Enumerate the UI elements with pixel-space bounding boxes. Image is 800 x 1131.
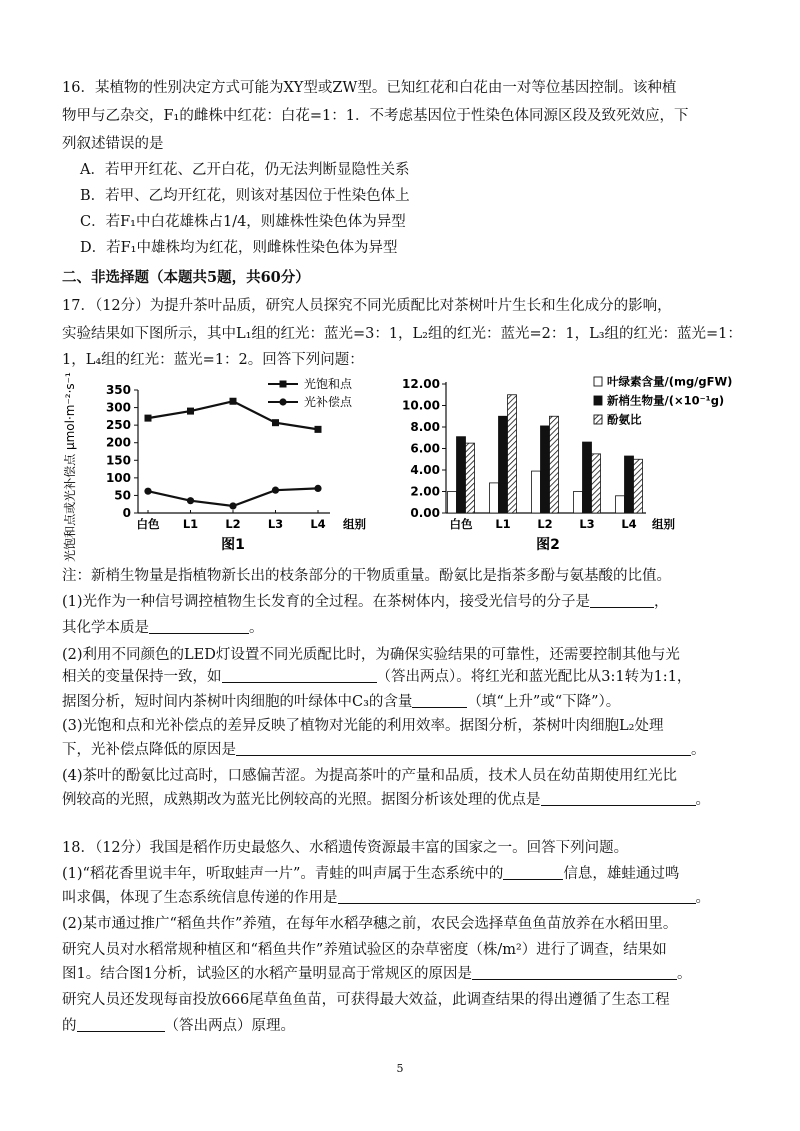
fig1-x-tick-label: L1: [182, 517, 199, 531]
fig2-bar: [457, 437, 466, 513]
section-title: 二、非选择题（本题共5题，共60分）: [62, 269, 310, 286]
q16-option-d: D．若F₁中雄株均为红花，则雌株性染色体为异型: [80, 240, 398, 256]
fig1-point: [314, 485, 321, 492]
fig2-x-tick-label: L1: [495, 517, 511, 531]
fig2-bar: [583, 442, 592, 513]
fig2-y-tick-label: 0.00: [410, 506, 440, 520]
fig1-legend-marker: [280, 381, 287, 388]
page-number: 5: [396, 1062, 404, 1075]
fig1-point: [272, 487, 279, 494]
fig1-y-tick-label: 350: [105, 383, 131, 397]
fig1-legend-label: 光补偿点: [304, 395, 353, 409]
fig2-legend-swatch: [594, 377, 602, 386]
fig1-point: [230, 398, 237, 405]
q18-part2-line3: 图1。结合图1分析，试验区的水稻产量明显高于常规区的原因是 。: [62, 966, 692, 982]
fig1-y-axis-title: 光饱和点或光补偿点 μmol·m⁻²·s⁻¹: [63, 372, 77, 562]
fig2-bar: [550, 416, 559, 513]
fig1-title: 图1: [221, 537, 245, 553]
q16-option-b: B．若甲、乙均开红花，则该对基因位于性染色体上: [80, 188, 410, 204]
fig1-x-tick-label: L3: [267, 517, 284, 531]
fig2-bar: [499, 416, 508, 513]
answer-blank[interactable]: [590, 593, 654, 608]
fig2-bar: [508, 395, 517, 513]
q17-stem-line2: 实验结果如下图所示，其中L₁组的红光：蓝光=3：1，L₂组的红光：蓝光=2：1，L₃组的红光：蓝光=1：: [62, 326, 742, 342]
fig2-bar: [592, 454, 601, 513]
figure2-bar-chart: [398, 372, 743, 562]
answer-blank[interactable]: [338, 889, 696, 904]
q18-part1-line1: (1)“稻花香里说丰年，听取蛙声一片”。青蛙的叫声属于生态系统中的 信息，雄蛙通过鸣: [62, 866, 680, 882]
fig2-legend-label: 新梢生物量/(×10⁻¹g): [607, 393, 725, 408]
q17-part2-line3: 据图分析，短时间内茶树叶肉细胞的叶绿体中C₃的含量 （填“上升”或“下降”）。: [62, 694, 621, 710]
q17-stem-line3: 1，L₄组的红光：蓝光=1：2。回答下列问题：: [62, 352, 364, 368]
fig2-y-tick-label: 2.00: [410, 484, 440, 499]
q18-part2-line1: (2)某市通过推广“稻鱼共作”养殖，在每年水稻孕穗之前，农民会选择草鱼鱼苗放养在水稻田里。: [62, 916, 678, 932]
fig2-legend-label: 酚氨比: [607, 412, 642, 427]
q17-part3-line2: 下，光补偿点降低的原因是 。: [62, 742, 706, 758]
fig2-y-tick-label: 12.00: [402, 377, 440, 391]
fig2-legend-label: 叶绿素含量/(mg/gFW): [607, 374, 733, 389]
q17-part3-line1: (3)光饱和点和光补偿点的差异反映了植物对光能的利用效率。据图分析，茶树叶肉细胞L₂处理: [62, 718, 664, 734]
answer-blank[interactable]: [472, 965, 677, 980]
figure1-line-chart: [60, 372, 395, 562]
fig1-y-tick-label: 300: [105, 400, 131, 415]
fig1-point: [229, 502, 236, 509]
fig2-y-tick-label: 6.00: [410, 441, 440, 456]
fig1-y-tick-label: 150: [105, 453, 131, 468]
answer-blank[interactable]: [77, 1017, 165, 1032]
fig2-bar: [448, 492, 457, 514]
fig1-series-line: [148, 401, 318, 429]
q16-stem-line2: 物甲与乙杂交，F₁的雌株中红花：白花=1：1．不考虑基因位于性染色体同源区段及致死效应，下: [62, 108, 689, 124]
fig1-y-tick-label: 250: [105, 418, 131, 433]
q18-part1-line2: 叫求偶，体现了生态系统信息传递的作用是 。: [62, 890, 710, 906]
fig2-bar: [634, 459, 643, 513]
answer-blank[interactable]: [222, 668, 377, 683]
fig1-point: [144, 488, 151, 495]
fig2-bar: [490, 483, 499, 513]
q18-part2-line2: 研究人员对水稻常规种植区和“稻鱼共作”养殖试验区的杂草密度（株/m²）进行了调查，结果如: [62, 942, 667, 958]
fig2-bar: [574, 492, 583, 514]
q17-part4-line1: (4)茶叶的酚氨比过高时，口感偏苦涩。为提高茶叶的产量和品质，技术人员在幼苗期使用红光比: [62, 768, 678, 784]
q18-part2-line5: 的 （答出两点）原理。: [62, 1018, 295, 1034]
q16-stem-line1: 16．某植物的性别决定方式可能为XY型或ZW型。已知红花和白花由一对等位基因控制。该种植: [62, 80, 677, 96]
fig1-point: [187, 408, 194, 415]
fig2-y-tick-label: 8.00: [410, 420, 440, 434]
fig1-y-tick-label: 100: [105, 470, 131, 485]
fig2-bar: [466, 443, 475, 513]
answer-blank[interactable]: [149, 619, 249, 634]
answer-blank[interactable]: [503, 865, 563, 880]
q17-part2-line1: (2)利用不同颜色的LED灯设置不同光质配比时，为确保实验结果的可靠性，还需要控制其他与光: [62, 647, 680, 663]
fig2-bar: [616, 496, 625, 513]
fig1-point: [187, 497, 194, 504]
fig2-x-tick-label: L3: [579, 517, 595, 531]
fig2-x-tick-label: L2: [537, 517, 553, 531]
answer-blank[interactable]: [412, 693, 467, 708]
fig2-y-tick-label: 10.00: [402, 398, 440, 413]
fig1-point: [145, 415, 152, 422]
fig1-y-tick-label: 50: [114, 488, 131, 503]
fig2-bar: [625, 456, 634, 513]
answer-blank[interactable]: [236, 741, 691, 756]
fig1-y-tick-label: 0: [122, 506, 131, 520]
fig2-x-tick-label: 白色: [449, 517, 473, 531]
fig1-x-tick-label: L2: [225, 517, 241, 531]
fig1-x-axis-title: 组别: [343, 517, 366, 531]
q18-stem: 18．（12分）我国是稻作历史最悠久、水稻遗传资源最丰富的国家之一。回答下列问题。: [62, 840, 629, 856]
q16-option-c: C．若F₁中白花雄株占1/4，则雄株性染色体为异型: [80, 214, 406, 230]
q17-part1-line1: (1)光作为一种信号调控植物生长发育的全过程。在茶树体内，接受光信号的分子是 ，: [62, 594, 669, 610]
fig1-point: [315, 426, 322, 433]
fig1-legend-label: 光饱和点: [304, 377, 353, 391]
fig1-point: [272, 419, 279, 426]
q16-stem-line3: 列叙述错误的是: [62, 136, 164, 152]
fig1-x-tick-label: L4: [310, 517, 326, 531]
q17-part2-line2: 相关的变量保持一致，如 （答出两点）。将红光和蓝光配比从3:1转为1:1，: [62, 669, 692, 685]
q16-option-a: A．若甲开红花、乙开白花，仍无法判断显隐性关系: [80, 162, 410, 178]
fig2-legend-swatch: [594, 415, 602, 424]
fig2-y-tick-label: 4.00: [410, 463, 440, 477]
q17-note: 注：新梢生物量是指植物新长出的枝条部分的干物质重量。酚氨比是指茶多酚与氨基酸的比值。: [62, 568, 671, 584]
fig2-legend-swatch: [594, 396, 602, 405]
fig2-title: 图2: [536, 537, 560, 553]
fig2-x-tick-label: L4: [621, 517, 637, 531]
fig2-x-axis-title: 组别: [652, 517, 675, 531]
fig1-x-tick-label: 白色: [136, 517, 160, 531]
answer-blank[interactable]: [541, 791, 696, 806]
q17-part1-line2: 其化学本质是 。: [62, 620, 264, 636]
q18-part2-line4: 研究人员还发现每亩投放666尾草鱼鱼苗，可获得最大效益，此调查结果的得出遵循了生态工程: [62, 992, 670, 1008]
q17-part4-line2: 例较高的光照，成熟期改为蓝光比例较高的光照。据图分析该处理的优点是 。: [62, 792, 710, 808]
fig2-bar: [541, 426, 550, 513]
fig2-bar: [532, 471, 541, 513]
q17-stem-line1: 17．（12分）为提升茶叶品质，研究人员探究不同光质配比对茶树叶片生长和生化成分的影响，: [62, 298, 672, 314]
fig1-y-tick-label: 200: [105, 435, 131, 450]
fig1-legend-marker: [279, 398, 286, 405]
